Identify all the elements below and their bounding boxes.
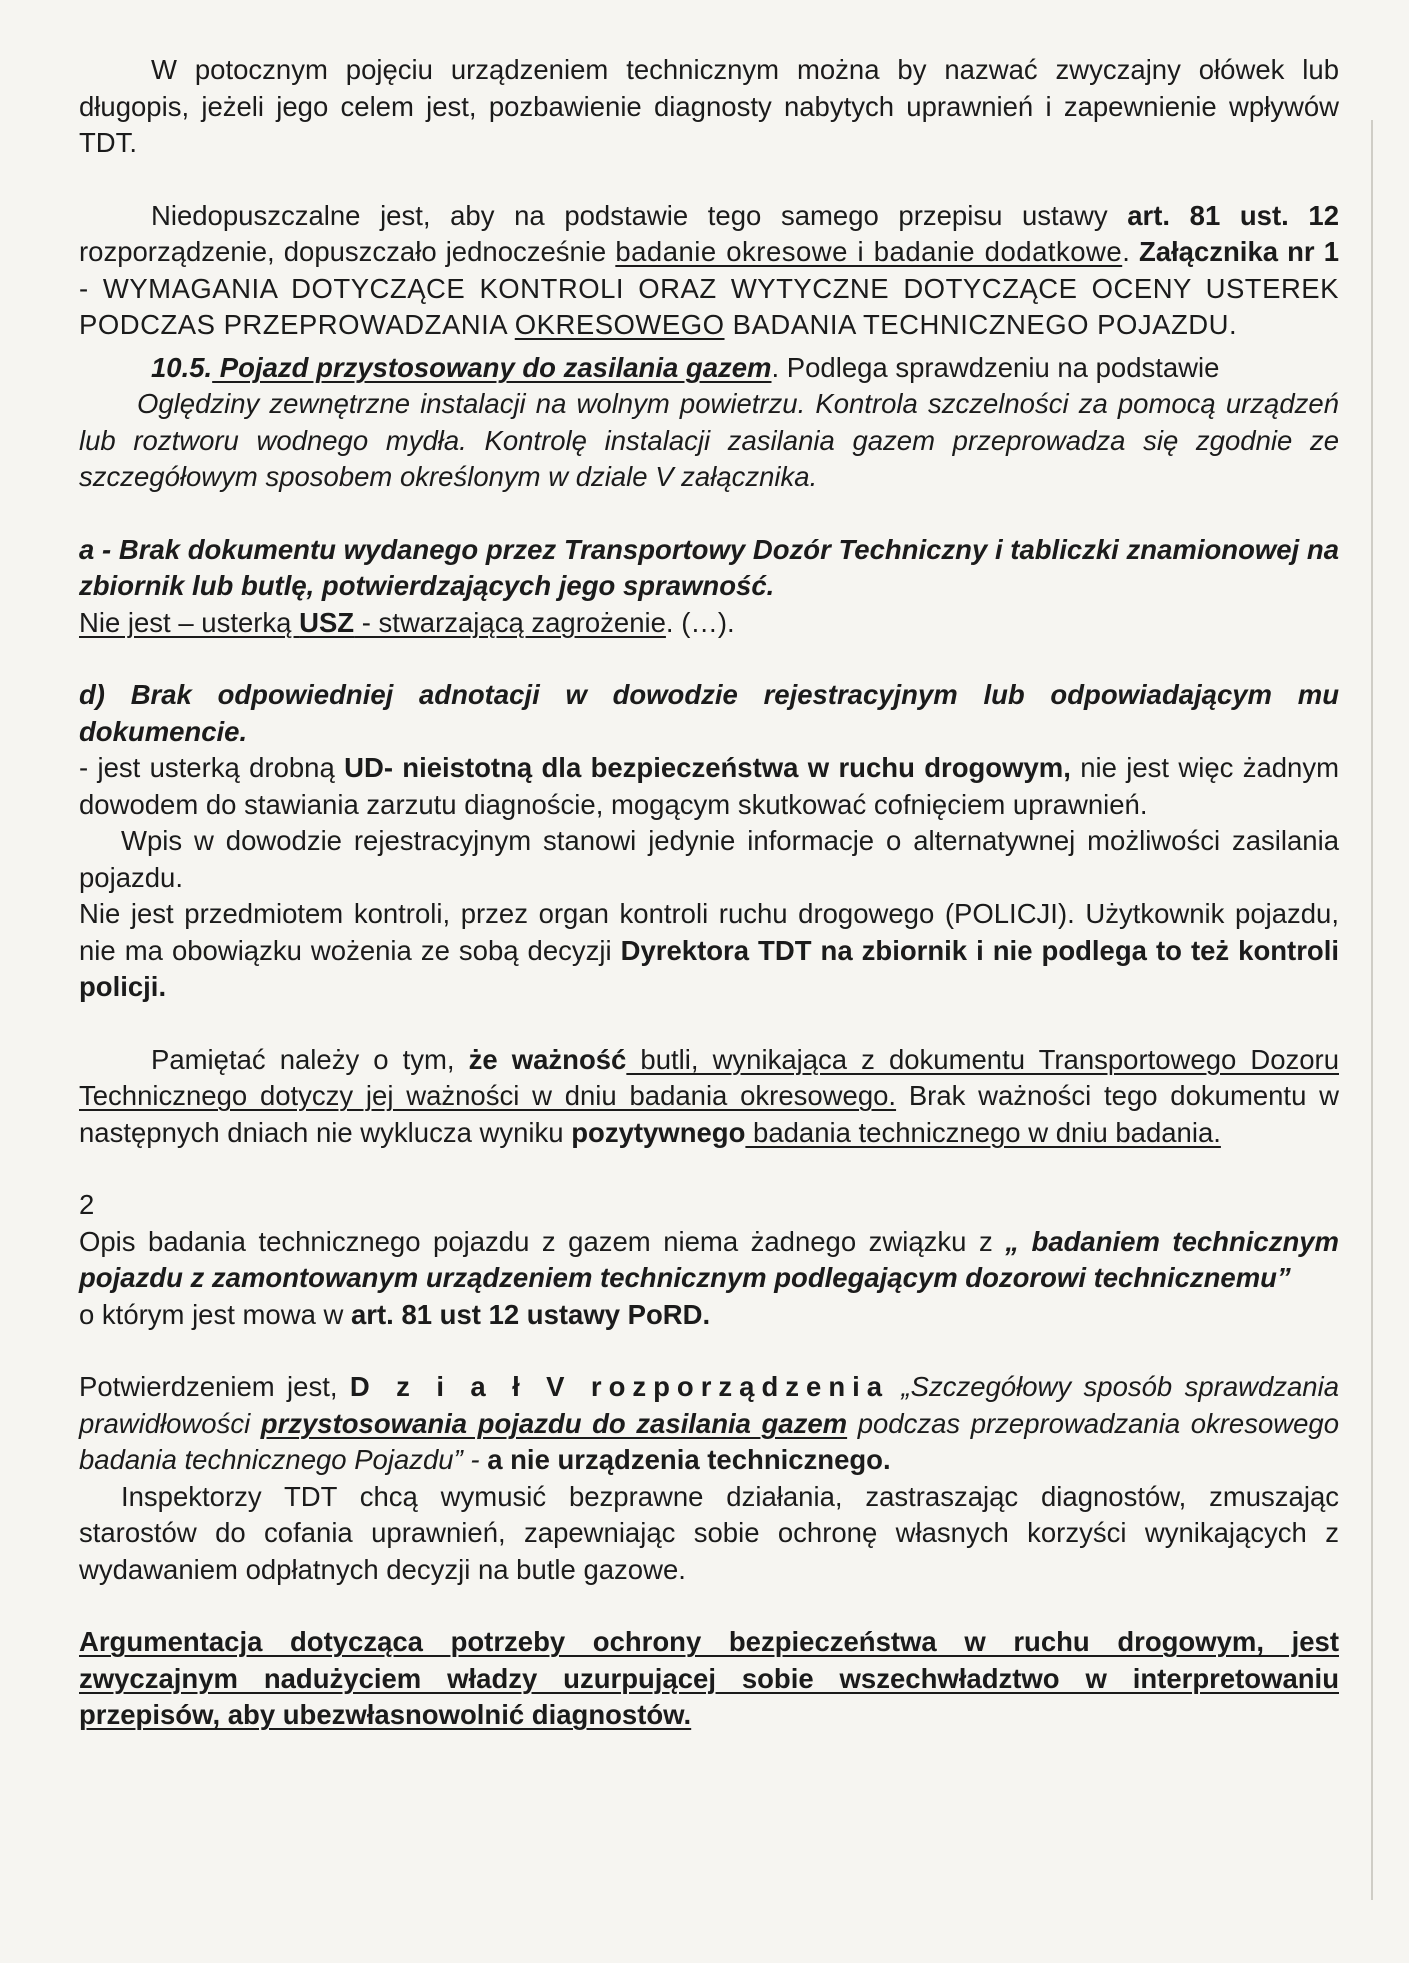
paragraph-section-10-5	[79, 350, 1339, 387]
text-run: . Podlega sprawdzeniu na podstawie	[771, 351, 1220, 383]
paragraph-conclusion: Argumentacja dotycząca potrzeby ochrony bezpieczeństwa w ruchu drogowym, jest zwyczajnym nadużyciem władzy uzurpującej sobie wszechwładztwo w interpretowaniu przepisów, aby ubezwłasnowolnić diagnostów.	[79, 1626, 1339, 1730]
paragraph-cylinder-validity	[79, 1042, 1339, 1152]
underlined-phrase: Nie jest – usterką	[79, 606, 300, 638]
defect-code: USZ	[299, 606, 355, 638]
defect-d-title: d) Brak odpowiedniej adnotacji w dowodzie rejestracyjnym lub odpowiadającym mu dokumencie.	[79, 679, 1339, 747]
bold-phrase: pozytywnego	[571, 1116, 746, 1148]
page-edge-shadow	[1371, 120, 1373, 1900]
text-run: nie jest więc żadnym dowodem do stawiania zarzutu diagnoście, mogącym skutkować cofnięciem uprawnień.	[79, 752, 1340, 820]
paragraph-confirmation	[79, 1369, 1339, 1479]
section-title: Pojazd przystosowany do zasilania gazem	[212, 351, 772, 383]
paragraph-defect-a	[79, 532, 1339, 642]
underlined-phrase: - stwarzającą zagrożenie	[354, 606, 666, 638]
text-run: - jest usterką drobną	[79, 752, 345, 783]
annex-title: - WYMAGANIA DOTYCZĄCE KONTROLI ORAZ WYTYCZNE DOTYCZĄCE OCENY USTEREK PODCZAS PRZEPROWADZANIA	[79, 272, 1339, 340]
paragraph-regulation	[79, 198, 1339, 344]
text-run: .	[1122, 236, 1130, 267]
quoted-title-end: podczas przeprowadzania okresowego badania technicznego Pojazdu” -	[79, 1407, 1339, 1475]
article-reference: art. 81 ust 12 ustawy PoRD.	[351, 1298, 711, 1330]
paragraph-inspectors: Inspektorzy TDT chcą wymusić bezprawne działania, zastraszając diagnostów, zmuszając starostów do cofania uprawnień, zapewniając sobie ochronę własnych korzyści wynikających z wydawaniem odpłatnych decyzji na butle gazowe.	[79, 1480, 1339, 1585]
text-run: . (…).	[665, 606, 735, 638]
text-run: rozporządzenie, dopuszczało jednocześnie	[79, 236, 616, 267]
text-run: Pamiętać należy o tym,	[151, 1043, 469, 1075]
bold-phrase: Dyrektora TDT na zbiornik i nie podlega to też kontroli policji.	[79, 934, 1339, 1002]
defect-code: UD- nieistotną dla bezpieczeństwa w ruchu drogowym,	[344, 752, 1071, 783]
quoted-title: „Szczegółowy sposób sprawdzania prawidłowości	[79, 1371, 1340, 1439]
text-run: Brak ważności tego dokumentu w następnych dniach nie wyklucza wyniku	[79, 1080, 1340, 1148]
text-run: Niedopuszczalne jest, aby na podstawie tego samego przepisu ustawy	[151, 199, 1128, 231]
bold-phrase: a nie urządzenia technicznego.	[479, 1444, 891, 1475]
underlined-phrase: butli, wynikająca z dokumentu Transportowego Dozoru Technicznego dotyczy jej ważności w dniu badania okresowego.	[79, 1043, 1339, 1111]
text-run: o którym jest mowa w	[79, 1298, 352, 1330]
bold-phrase: że ważność	[468, 1043, 627, 1075]
regulation-section: D z i a ł V rozporządzenia	[349, 1371, 890, 1402]
section-number-2: 2	[79, 1189, 95, 1220]
underlined-phrase: badanie okresowe i badanie dodatkowe	[615, 236, 1123, 267]
text-run: Opis badania technicznego pojazdu z gazem niema żadnego związku z	[79, 1225, 1006, 1257]
underlined-phrase: OKRESOWEGO	[514, 309, 725, 340]
paragraph-inspection-description	[79, 1224, 1339, 1334]
article-reference: art. 81 ust. 12	[1127, 199, 1339, 231]
paragraph-inspection-method: Oględziny zewnętrzne instalacji na wolnym powietrzu. Kontrola szczelności za pomocą urządzeń lub roztworu wodnego mydła. Kontrolę instalacji zasilania gazem przeprowadza się zgodnie ze szczegółowym sposobem określonym w dziale V załącznika.	[79, 388, 1339, 492]
annex-title-end: BADANIA TECHNICZNEGO POJAZDU.	[724, 309, 1238, 340]
underlined-phrase: badania technicznego w dniu badania.	[745, 1116, 1221, 1148]
paragraph-police-control	[79, 896, 1339, 1006]
quoted-phrase: „ badaniem technicznym pojazdu z zamontowanym urządzeniem technicznym podlegającym dozorowi technicznemu”	[79, 1225, 1339, 1293]
text-run: Nie jest przedmiotem kontroli, przez organ kontroli ruchu drogowego (POLICJI). Użytkownik pojazdu, nie ma obowiązku wożenia ze sobą decyzji	[79, 898, 1339, 966]
underlined-phrase: przystosowania pojazdu do zasilania gazem	[260, 1407, 848, 1439]
paragraph-registration-entry: Wpis w dowodzie rejestracyjnym stanowi jedynie informacje o alternatywnej możliwości zasilania pojazdu.	[79, 825, 1339, 893]
paragraph-defect-d	[79, 677, 1339, 823]
section-number: 10.5.	[151, 351, 213, 383]
paragraph-intro: W potocznym pojęciu urządzeniem technicznym można by nazwać zwyczajny ołówek lub długopis, jeżeli jego celem jest, pozbawienie diagnosty nabytych uprawnień i zapewnienie wpływów TDT.	[79, 54, 1339, 158]
text-run: Potwierdzeniem jest,	[79, 1371, 350, 1402]
defect-a-title: a - Brak dokumentu wydanego przez Transportowy Dozór Techniczny i tabliczki znamionowej na zbiornik lub butlę, potwierdzających jego sprawność.	[79, 533, 1339, 601]
annex-reference: Załącznika nr 1	[1138, 236, 1339, 267]
